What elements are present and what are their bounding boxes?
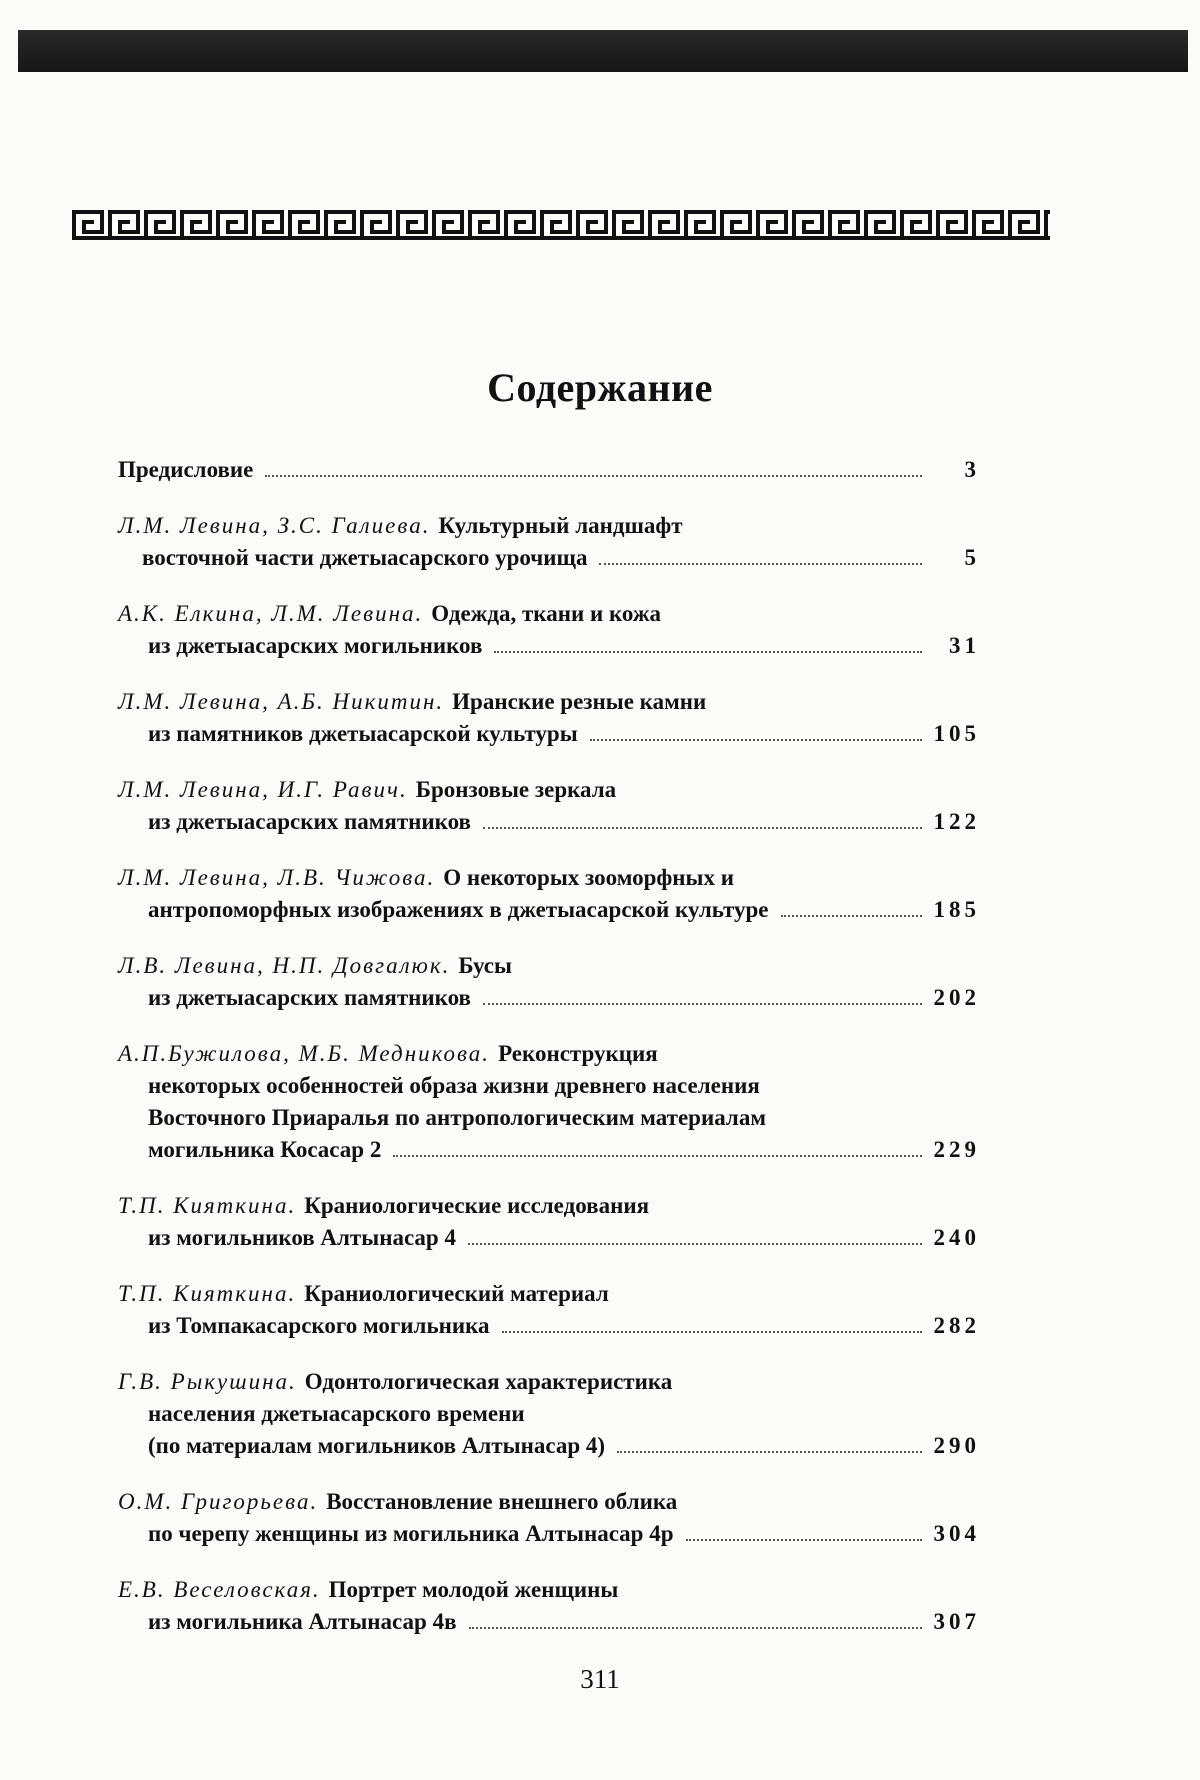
dot-leader <box>468 1243 922 1245</box>
entry-page-number: 307 <box>933 1609 980 1634</box>
entry-authors: А.К. Елкина, Л.М. Левина. <box>118 601 424 626</box>
entry-title-line: из памятников джетыасарской культуры <box>148 721 578 746</box>
entry-title-line: Краниологические исследования <box>304 1193 650 1218</box>
entry-page-number: 282 <box>933 1313 980 1338</box>
entry-title-line: Предисловие <box>118 457 254 482</box>
toc-entry <box>118 1038 980 1166</box>
dot-leader <box>393 1155 922 1157</box>
entry-title-line: из могильников Алтынасар 4 <box>148 1225 456 1250</box>
dot-leader <box>502 1331 922 1333</box>
entry-authors: Г.В. Рыкушина. <box>118 1369 297 1394</box>
entry-title-line: Культурный ландшафт <box>438 513 683 538</box>
entry-title-line: Портрет молодой женщины <box>328 1577 619 1602</box>
toc-entry <box>118 1486 980 1550</box>
entry-page-number: 304 <box>933 1521 980 1546</box>
entry-title-line: (по материалам могильников Алтынасар 4) <box>148 1433 606 1458</box>
entry-title-line: Одонтологическая характеристика <box>304 1369 673 1394</box>
entry-page-number: 229 <box>933 1137 980 1162</box>
toc-entry <box>118 510 980 574</box>
toc-entry <box>118 1574 980 1638</box>
entry-title-line: Восточного Приаралья по антропологическим материалам <box>148 1105 766 1130</box>
dot-leader <box>483 827 922 829</box>
entry-title-line: населения джетыасарского времени <box>148 1401 525 1426</box>
dot-leader <box>781 915 922 917</box>
entry-authors: Л.В. Левина, Н.П. Довгалюк. <box>118 953 451 978</box>
dot-leader <box>617 1451 922 1453</box>
entry-authors: Л.М. Левина, И.Г. Равич. <box>118 777 408 802</box>
entry-authors: О.М. Григорьева. <box>118 1489 319 1514</box>
entry-authors: Л.М. Левина, З.С. Галиева. <box>118 513 431 538</box>
entry-title-line: О некоторых зооморфных и <box>443 865 734 890</box>
page-number: 311 <box>580 1664 620 1694</box>
entry-authors: Е.В. Веселовская. <box>118 1577 321 1602</box>
toc-entry <box>118 950 980 1014</box>
entry-page-number: 290 <box>933 1433 980 1458</box>
entry-title-line: Одежда, ткани и кожа <box>431 601 662 626</box>
entry-title-line: из джетыасарских памятников <box>148 985 471 1010</box>
toc-entry <box>118 686 980 750</box>
entry-page-number: 3 <box>964 457 980 482</box>
entry-title-line: некоторых особенностей образа жизни древнего населения <box>148 1073 760 1098</box>
entry-title-line: Реконструкция <box>498 1041 658 1066</box>
toc-entry <box>118 1366 980 1462</box>
entry-page-number: 240 <box>933 1225 980 1250</box>
entry-authors: Т.П. Кияткина. <box>118 1193 297 1218</box>
meander-border-ornament <box>72 208 1050 242</box>
entry-title-line: Бусы <box>458 953 512 978</box>
dot-leader <box>265 475 922 477</box>
toc-entry <box>118 598 980 662</box>
toc-entry <box>118 1190 980 1254</box>
page-title: Содержание <box>487 365 713 410</box>
toc-entry <box>118 862 980 926</box>
entry-title-line: Бронзовые зеркала <box>415 777 617 802</box>
entry-title-line: Восстановление внешнего облика <box>326 1489 678 1514</box>
entry-title-line: из джетыасарских могильников <box>148 633 483 658</box>
entry-title-line: по черепу женщины из могильника Алтынасар 4р <box>148 1521 674 1546</box>
entry-page-number: 105 <box>933 721 980 746</box>
top-dark-band <box>18 30 1188 72</box>
entry-title-line: могильника Косасар 2 <box>148 1137 382 1162</box>
entry-page-number: 185 <box>933 897 980 922</box>
entry-authors: Л.М. Левина, Л.В. Чижова. <box>118 865 436 890</box>
toc-entry <box>118 1278 980 1342</box>
dot-leader <box>686 1539 922 1541</box>
entry-authors: Л.М. Левина, А.Б. Никитин. <box>118 689 445 714</box>
entry-page-number: 5 <box>964 545 980 570</box>
dot-leader <box>483 1003 922 1005</box>
entry-title-line: из Томпакасарского могильника <box>148 1313 490 1338</box>
dot-leader <box>590 739 922 741</box>
entry-authors: Т.П. Кияткина. <box>118 1281 297 1306</box>
toc-entry <box>118 454 980 486</box>
entry-page-number: 122 <box>933 809 980 834</box>
entry-page-number: 202 <box>933 985 980 1010</box>
entry-authors: А.П.Бужилова, М.Б. Медникова. <box>118 1041 491 1066</box>
entry-title-line: из джетыасарских памятников <box>148 809 471 834</box>
entry-title-line: Иранские резные камни <box>452 689 707 714</box>
entry-title-line: антропоморфных изображениях в джетыасарской культуре <box>148 897 769 922</box>
entry-title-line: Краниологический материал <box>304 1281 609 1306</box>
dot-leader <box>469 1627 922 1629</box>
entry-title-line: из могильника Алтынасар 4в <box>148 1609 457 1634</box>
toc-entry <box>118 774 980 838</box>
dot-leader <box>494 651 922 653</box>
dot-leader <box>599 563 922 565</box>
entry-page-number: 31 <box>949 633 980 658</box>
table-of-contents <box>118 454 980 1662</box>
entry-title-line: восточной части джетыасарского урочища <box>142 545 588 570</box>
